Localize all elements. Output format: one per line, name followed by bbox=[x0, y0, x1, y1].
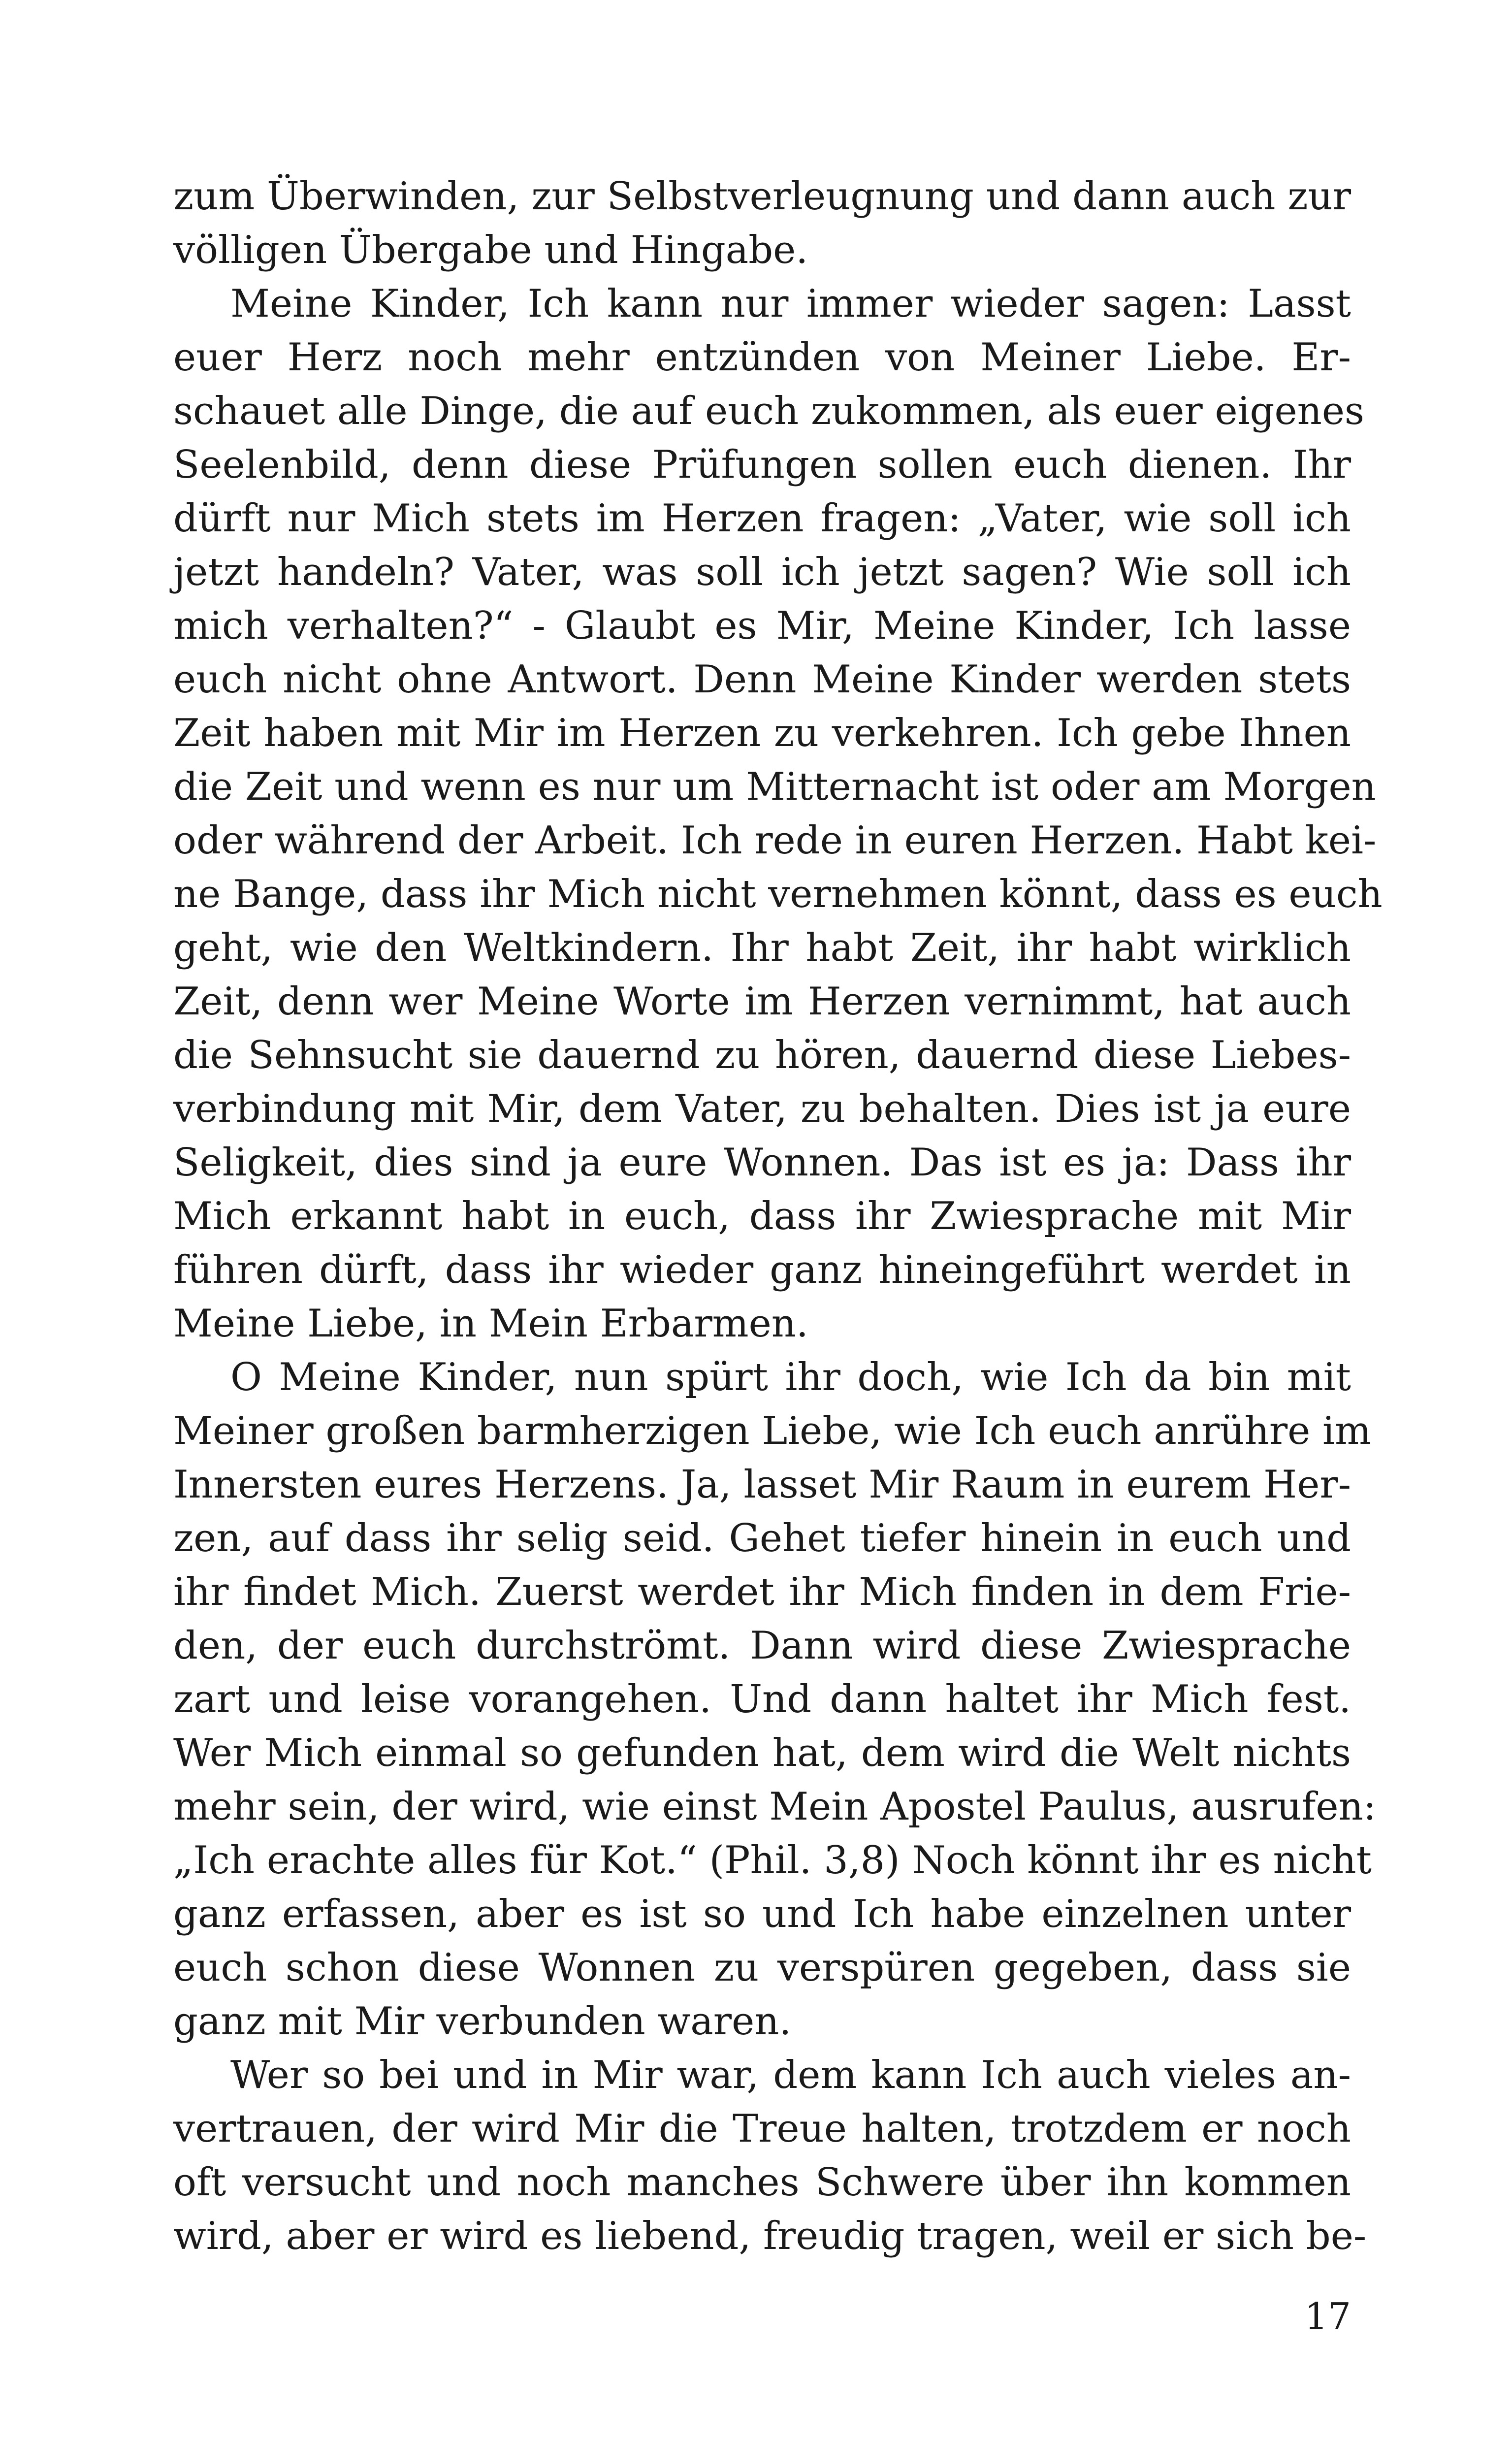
text-line: zum Überwinden, zur Selbstverleugnung und dann auch zur bbox=[173, 174, 1351, 219]
text-line: Zeit haben mit Mir im Herzen zu verkehren. Ich gebe Ihnen bbox=[173, 711, 1351, 755]
text-line: Seligkeit, dies sind ja eure Wonnen. Das ist es ja: Dass ihr bbox=[173, 1140, 1351, 1185]
text-line: Mich erkannt habt in euch, dass ihr Zwiesprache mit Mir bbox=[173, 1194, 1351, 1238]
text-line: „Ich erachte alles für Kot.“ (Phil. 3,8) Noch könnt ihr es nicht bbox=[173, 1838, 1372, 1883]
text-line: mehr sein, der wird, wie einst Mein Apostel Paulus, ausrufen: bbox=[173, 1785, 1377, 1829]
body-text bbox=[173, 170, 1383, 2263]
text-line: ganz mit Mir verbunden waren. bbox=[173, 1999, 792, 2044]
text-line: oder während der Arbeit. Ich rede in euren Herzen. Habt kei- bbox=[173, 818, 1377, 863]
text-line: Innersten eures Herzens. Ja, lasset Mir Raum in eurem Her- bbox=[173, 1463, 1351, 1507]
text-line: den, der euch durchströmt. Dann wird diese Zwiesprache bbox=[173, 1624, 1351, 1668]
text-line: Zeit, denn wer Meine Worte im Herzen vernimmt, hat auch bbox=[173, 979, 1351, 1024]
text-line: Wer Mich einmal so gefunden hat, dem wird die Welt nichts bbox=[173, 1731, 1351, 1775]
text-line: zen, auf dass ihr selig seid. Gehet tiefer hinein in euch und bbox=[173, 1516, 1351, 1561]
text-line: Meine Kinder, Ich kann nur immer wieder sagen: Lasst bbox=[230, 282, 1351, 326]
text-line: euer Herz noch mehr entzünden von Meiner Liebe. Er- bbox=[173, 335, 1351, 380]
text-line: geht, wie den Weltkindern. Ihr habt Zeit, ihr habt wirklich bbox=[173, 926, 1351, 970]
text-line: jetzt handeln? Vater, was soll ich jetzt sagen? Wie soll ich bbox=[173, 550, 1351, 594]
text-line: schauet alle Dinge, die auf euch zukommen, als euer eigenes bbox=[173, 389, 1365, 433]
text-line: euch nicht ohne Antwort. Denn Meine Kinder werden stets bbox=[173, 657, 1351, 702]
text-line: verbindung mit Mir, dem Vater, zu behalten. Dies ist ja eure bbox=[173, 1087, 1351, 1131]
text-line: wird, aber er wird es liebend, freudig tragen, weil er sich be- bbox=[173, 2214, 1367, 2258]
page-number: 17 bbox=[1304, 2295, 1351, 2338]
text-line: oft versucht und noch manches Schwere über ihn kommen bbox=[173, 2160, 1351, 2205]
text-line: die Zeit und wenn es nur um Mitternacht ist oder am Morgen bbox=[173, 765, 1376, 809]
text-line: Seelenbild, denn diese Prüfungen sollen euch dienen. Ihr bbox=[173, 443, 1351, 487]
text-line: Wer so bei und in Mir war, dem kann Ich auch vieles an- bbox=[230, 2053, 1351, 2097]
text-line: ihr findet Mich. Zuerst werdet ihr Mich finden in dem Frie- bbox=[173, 1570, 1351, 1614]
text-line: Meiner großen barmherzigen Liebe, wie Ich euch anrühre im bbox=[173, 1409, 1371, 1453]
text-line: euch schon diese Wonnen zu verspüren gegeben, dass sie bbox=[173, 1946, 1351, 1990]
text-line: ganz erfassen, aber es ist so und Ich habe einzelnen unter bbox=[173, 1892, 1351, 1936]
text-line: mich verhalten?“ - Glaubt es Mir, Meine Kinder, Ich lasse bbox=[173, 604, 1351, 648]
text-line: die Sehnsucht sie dauernd zu hören, dauernd diese Liebes- bbox=[173, 1033, 1351, 1077]
text-line: führen dürft, dass ihr wieder ganz hineingeführt werdet in bbox=[173, 1248, 1351, 1292]
text-line: Meine Liebe, in Mein Erbarmen. bbox=[173, 1302, 808, 1346]
text-line: zart und leise vorangehen. Und dann haltet ihr Mich fest. bbox=[173, 1677, 1351, 1722]
text-line: vertrauen, der wird Mir die Treue halten, trotzdem er noch bbox=[173, 2107, 1351, 2151]
text-line: dürft nur Mich stets im Herzen fragen: „Vater, wie soll ich bbox=[173, 496, 1351, 541]
text-line: ne Bange, dass ihr Mich nicht vernehmen könnt, dass es euch bbox=[173, 872, 1383, 916]
text-line: völligen Übergabe und Hingabe. bbox=[173, 228, 808, 272]
text-line: O Meine Kinder, nun spürt ihr doch, wie Ich da bin mit bbox=[230, 1355, 1351, 1400]
